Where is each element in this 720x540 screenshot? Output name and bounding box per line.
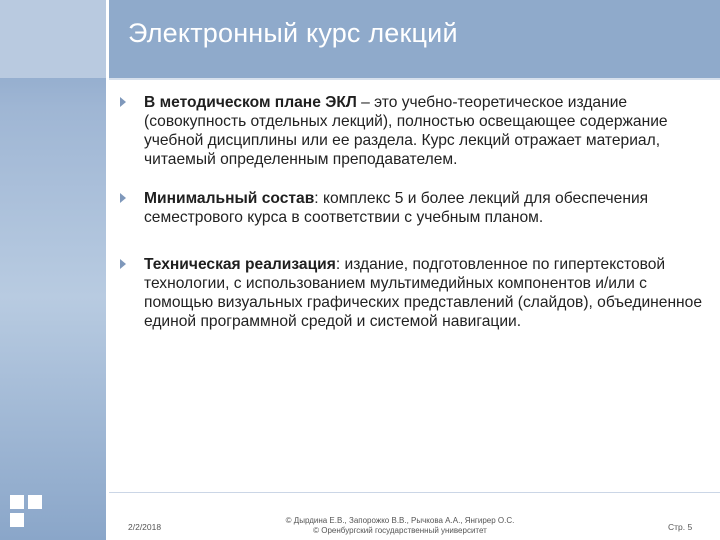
header-corner-block [0,0,106,78]
left-decorative-panel [0,0,106,540]
bullet-lead: Техническая реализация [144,256,336,273]
bullet-text: : издание, подготовленное по гипертекстовой технологии, с использованием мультимедийных компонентов и/или с помощью визуальных графических представлений (слайдов), объединенное единой программной средой и системой навигации. [144,256,703,330]
bullet-item [120,93,710,169]
footer-divider [109,492,720,493]
footer-credit-university: © Оренбургский государственный университет [313,526,487,535]
bullet-arrow-icon [120,97,126,107]
bullet-arrow-icon [120,193,126,203]
bullet-lead: В методическом плане ЭКЛ [144,94,357,111]
header-divider [109,78,720,80]
footer-credit [270,516,530,536]
bullet-lead: Минимальный состав [144,190,315,207]
footer-credit-authors: © Дырдина Е.В., Запорожко В.В., Рычкова А.А., Янгирер О.С. [285,516,515,525]
page-number: Стр. 5 [668,522,693,532]
panel-divider [106,0,109,540]
bullet-arrow-icon [120,259,126,269]
bullet-item [120,189,710,227]
bullet-list [120,93,710,331]
squares-logo-icon [10,495,44,529]
bullet-item [120,255,710,331]
slide-title: Электронный курс лекций [128,18,458,48]
footer-date: 2/2/2018 [128,522,162,532]
bullet-text: : комплекс 5 и более лекций для обеспечения семестрового курса в соответствии с учебным планом. [144,190,649,226]
bullet-text: – это учебно-теоретическое издание (совокупность отдельных лекций), полностью освещающее содержание учебной дисциплины или ее раздела. Курс лекций отражает материал, читаемый определенным преподавателем. [144,94,668,168]
